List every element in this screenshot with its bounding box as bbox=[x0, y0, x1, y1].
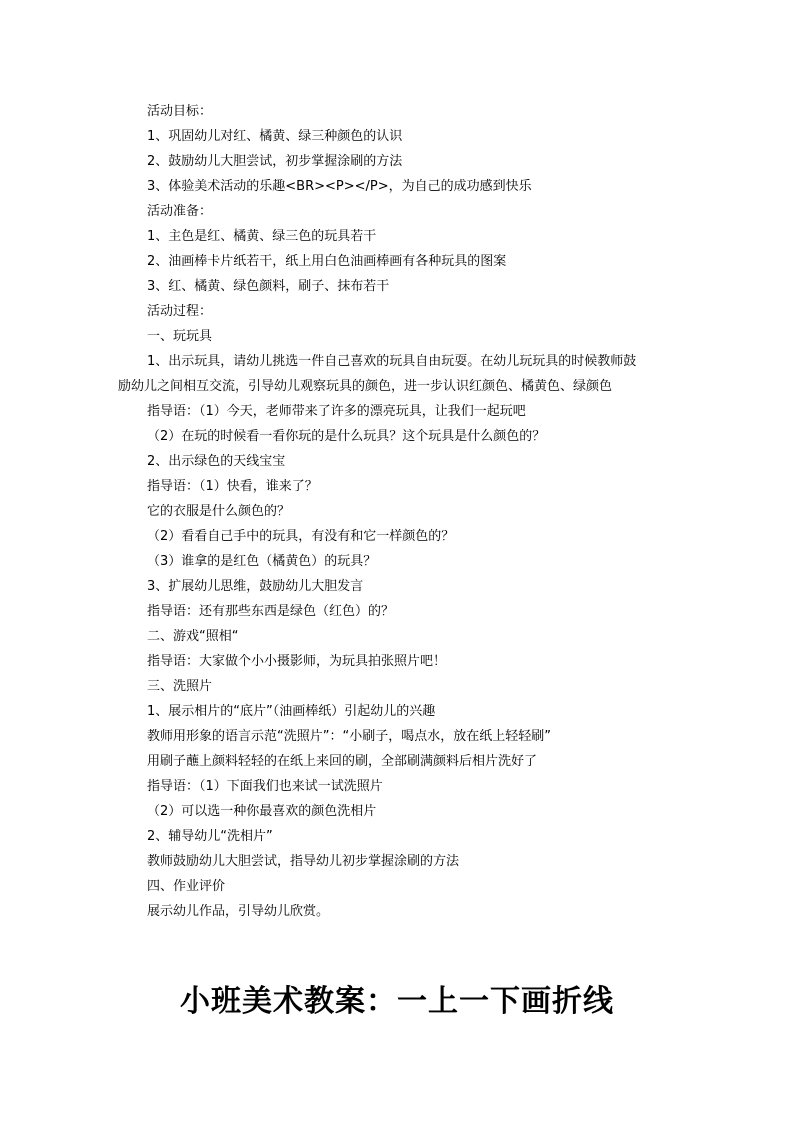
lesson-plan-body bbox=[118, 99, 678, 924]
text-line: 励幼儿之间相互交流，引导幼儿观察玩具的颜色，进一步认识红颜色、橘黄色、绿颜色 bbox=[118, 379, 613, 394]
text-line: 它的衣服是什么颜色的？ bbox=[147, 504, 291, 519]
document-title: 小班美术教案：一上一下画折线 bbox=[180, 984, 614, 1019]
text-line: 三、洗照片 bbox=[147, 679, 213, 694]
text-line: 活动准备： bbox=[147, 204, 213, 219]
text-line: （2）看看自己手中的玩具，有没有和它一样颜色的？ bbox=[147, 529, 455, 544]
text-line: 四、作业评价 bbox=[147, 879, 226, 894]
text-line: 3、体验美术活动的乐趣<BR><P></P>，为自己的成功感到快乐 bbox=[147, 179, 532, 194]
text-line: （3）谁拿的是红色（橘黄色）的玩具？ bbox=[147, 554, 377, 569]
text-line: 2、油画棒卡片纸若干，纸上用白色油画棒画有各种玩具的图案 bbox=[147, 254, 507, 269]
text-line: 2、鼓励幼儿大胆尝试，初步掌握涂刷的方法 bbox=[147, 154, 403, 169]
text-line: 展示幼儿作品，引导幼儿欣赏。 bbox=[147, 904, 330, 919]
text-line: 3、红、橘黄、绿色颜料，刷子、抹布若干 bbox=[147, 279, 390, 294]
text-line: 一、玩玩具 bbox=[147, 329, 213, 344]
text-line: 活动目标： bbox=[147, 104, 213, 119]
text-line: 教师用形象的语言示范“洗照片”：“小刷子，喝点水，放在纸上轻轻刷” bbox=[147, 729, 551, 744]
text-line: 2、辅导幼儿“洗相片” bbox=[147, 829, 273, 844]
text-line: 1、巩固幼儿对红、橘黄、绿三种颜色的认识 bbox=[147, 129, 403, 144]
text-line: 二、游戏“照相“ bbox=[147, 629, 239, 644]
text-line: 1、展示相片的“底片”（油画棒纸）引起幼儿的兴趣 bbox=[147, 704, 436, 719]
text-line: 指导语：大家做个小小摄影师，为玩具拍张照片吧！ bbox=[147, 654, 447, 669]
text-line: 指导语：（1）快看，谁来了？ bbox=[147, 479, 318, 494]
text-line: 3、扩展幼儿思维，鼓励幼儿大胆发言 bbox=[147, 579, 364, 594]
text-line: 用刷子蘸上颜料轻轻的在纸上来回的刷，全部刷满颜料后相片洗好了 bbox=[147, 754, 538, 769]
text-line: 1、主色是红、橘黄、绿三色的玩具若干 bbox=[147, 229, 377, 244]
text-line: （2）在玩的时候看一看你玩的是什么玩具？这个玩具是什么颜色的？ bbox=[147, 429, 546, 444]
text-line: （2）可以选一种你最喜欢的颜色洗相片 bbox=[147, 804, 377, 819]
text-line: 1、出示玩具，请幼儿挑选一件自己喜欢的玩具自由玩耍。在幼儿玩玩具的时候教师鼓 bbox=[147, 354, 637, 369]
text-line: 指导语：（1）今天，老师带来了许多的漂亮玩具，让我们一起玩吧 bbox=[147, 404, 526, 419]
text-line: 指导语：（1）下面我们也来试一试洗照片 bbox=[147, 779, 383, 794]
text-line: 指导语：还有那些东西是绿色（红色）的？ bbox=[147, 604, 395, 619]
text-line: 2、出示绿色的天线宝宝 bbox=[147, 454, 286, 469]
text-line: 活动过程： bbox=[147, 304, 213, 319]
text-line: 教师鼓励幼儿大胆尝试，指导幼儿初步掌握涂刷的方法 bbox=[147, 854, 460, 869]
